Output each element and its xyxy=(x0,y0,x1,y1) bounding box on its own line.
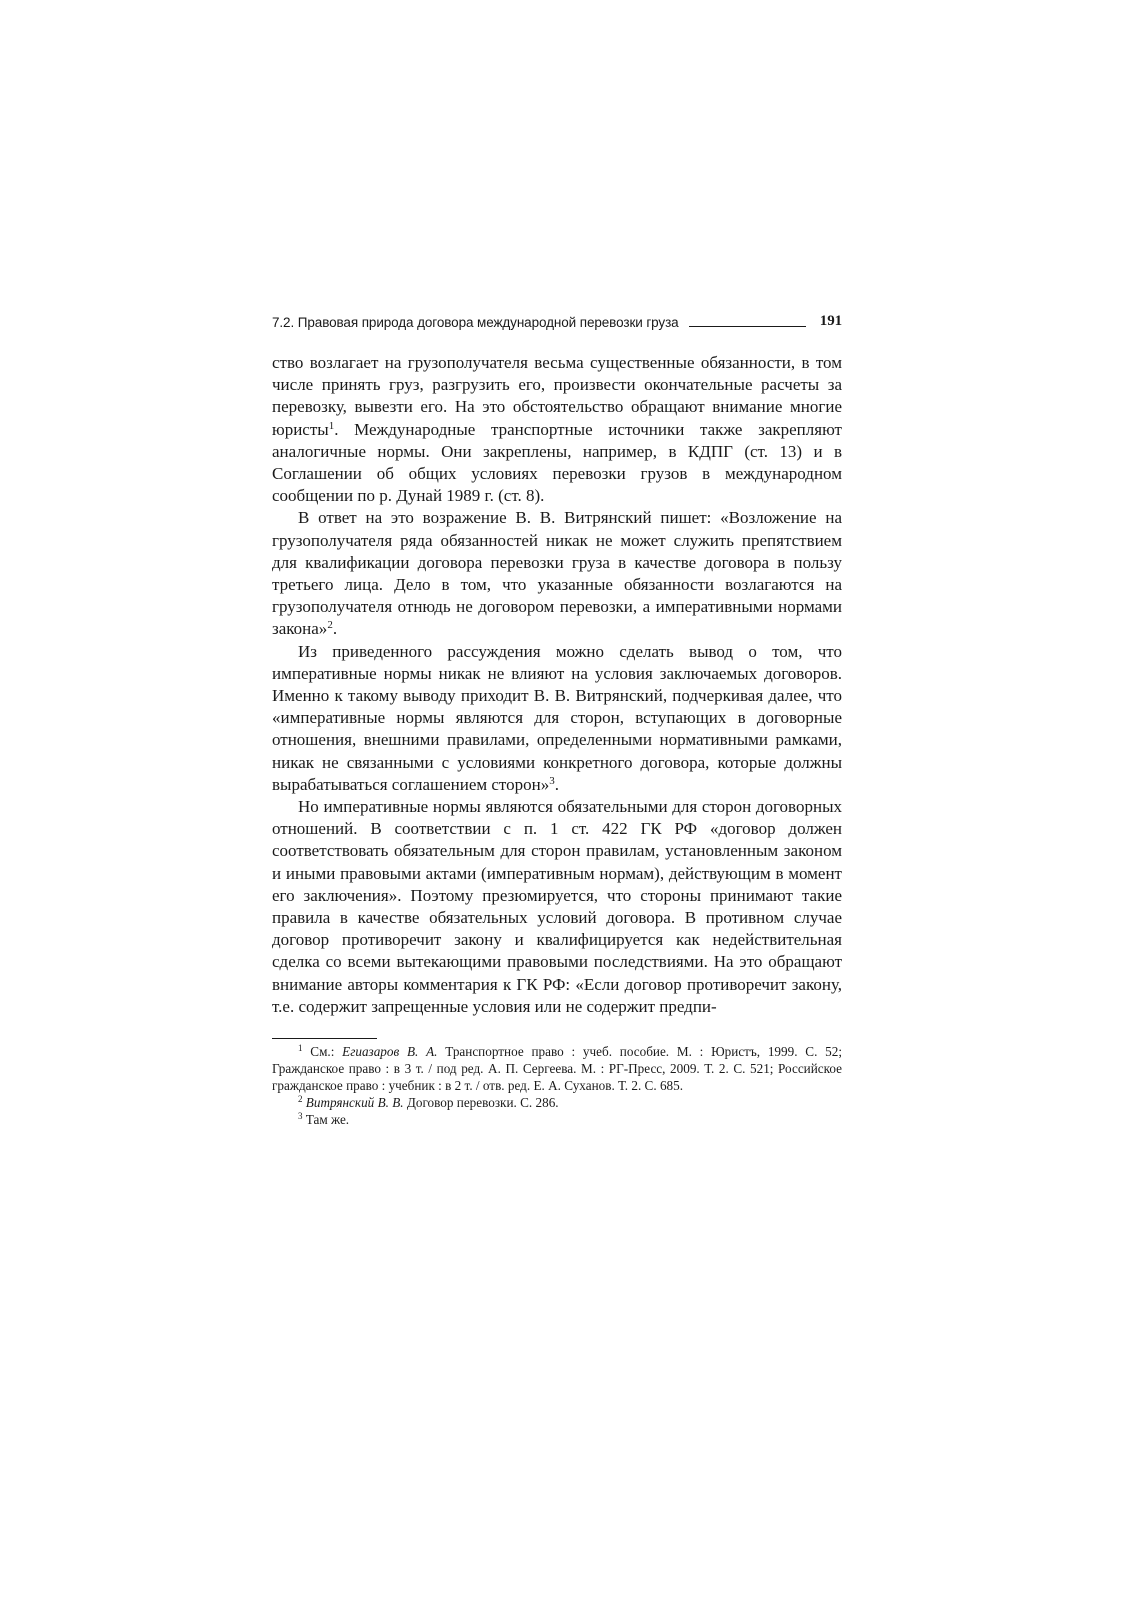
footnote-author: Витрянский В. В. xyxy=(305,1095,404,1111)
main-text xyxy=(272,352,842,1018)
footnote-number: 1 xyxy=(298,1043,303,1054)
footnote-author: Егиазаров В. А. xyxy=(342,1044,438,1060)
footnote-rule xyxy=(272,1038,377,1039)
footnote-ref: 3 xyxy=(549,774,555,787)
section-title: 7.2. Правовая природа договора международной перевозки груза xyxy=(272,315,679,330)
page-number: 191 xyxy=(819,313,842,329)
footnote: $^1$ См.: Егиазаров В. А. Транспортное право : учеб. пособие. М. : Юристъ, 1999. С. 52; Гражданское право : в 3 т. / под ред. А. П. Сергеева. М. : РГ-Пресс, 2009. Т. 2. С. 521; Российское гражданское право : учебник : в 2 т. / отв. ред. Е. А. Суханов. Т. 2. С. 685. xyxy=(272,1043,843,1094)
book-page xyxy=(272,308,842,1128)
paragraph: Из приведенного рассуждения можно сделать вывод о том, что императивные нормы никак не влияют на условия заключаемых договоров. Именно к такому выводу приходит В. В. Витрянский, подчеркивая далее, что «императивные нормы являются для сторон, вступающих в договорные отношения, внешними правилами, определенными нормативными рамками, никак не связанными с условиями конкретного договора, которые должны вырабатываться соглашением сторон»$^3$. xyxy=(272,641,842,794)
paragraph: В ответ на это возражение В. В. Витрянский пишет: «Возложение на грузополучателя ряда обязанностей никак не может служить препятствием для квалификации договора перевозки груза в качестве договора в пользу третьего лица. Дело в том, что указанные обязанности возлагаются на грузополучателя отнюдь не договором перевозки, а императивными нормами закона»$^2$. xyxy=(272,508,842,639)
running-header xyxy=(272,308,842,330)
footnote-ref: 1 xyxy=(328,419,335,432)
footnote: $^2$ Витрянский В. В. Договор перевозки. С. 286. xyxy=(298,1094,559,1111)
footnotes xyxy=(272,1043,842,1128)
footnote: $^3$ Там же. xyxy=(298,1111,350,1128)
footnote-number: 3 xyxy=(298,1111,303,1122)
footnote-ref: 2 xyxy=(327,619,333,632)
header-rule xyxy=(689,326,806,327)
paragraph: ство возлагает на грузополучателя весьма существенные обязанности, в том числе принять груз, разгрузить его, произвести окончательные расчеты за перевозку, вывезти его. На это обстоятельство обращают внимание многие юристы$^1$. Международные транспортные источники также закрепляют аналогичные нормы. Они закреплены, например, в КДПГ (ст. 13) и в Соглашении об общих условиях перевозки грузов в международном сообщении по р. Дунай 1989 г. (ст. 8). xyxy=(272,353,842,506)
footnote-number: 2 xyxy=(298,1094,303,1105)
paragraph: Но императивные нормы являются обязательными для сторон договорных отношений. В соответствии с п. 1 ст. 422 ГК РФ «договор должен соответствовать обязательным для сторон правилам, установленным законом и иными правовыми актами (императивным нормам), действующим в момент его заключения». Поэтому презюмируется, что стороны принимают такие правила в качестве обязательных условий договора. В противном случае договор противоречит закону и квалифицируется как недействительная сделка со всеми вытекающими правовыми последствиями. На это обращают внимание авторы комментария к ГК РФ: «Если договор противоречит закону, т.е. содержит запрещенные условия или не содержит предпи- xyxy=(272,797,842,1016)
